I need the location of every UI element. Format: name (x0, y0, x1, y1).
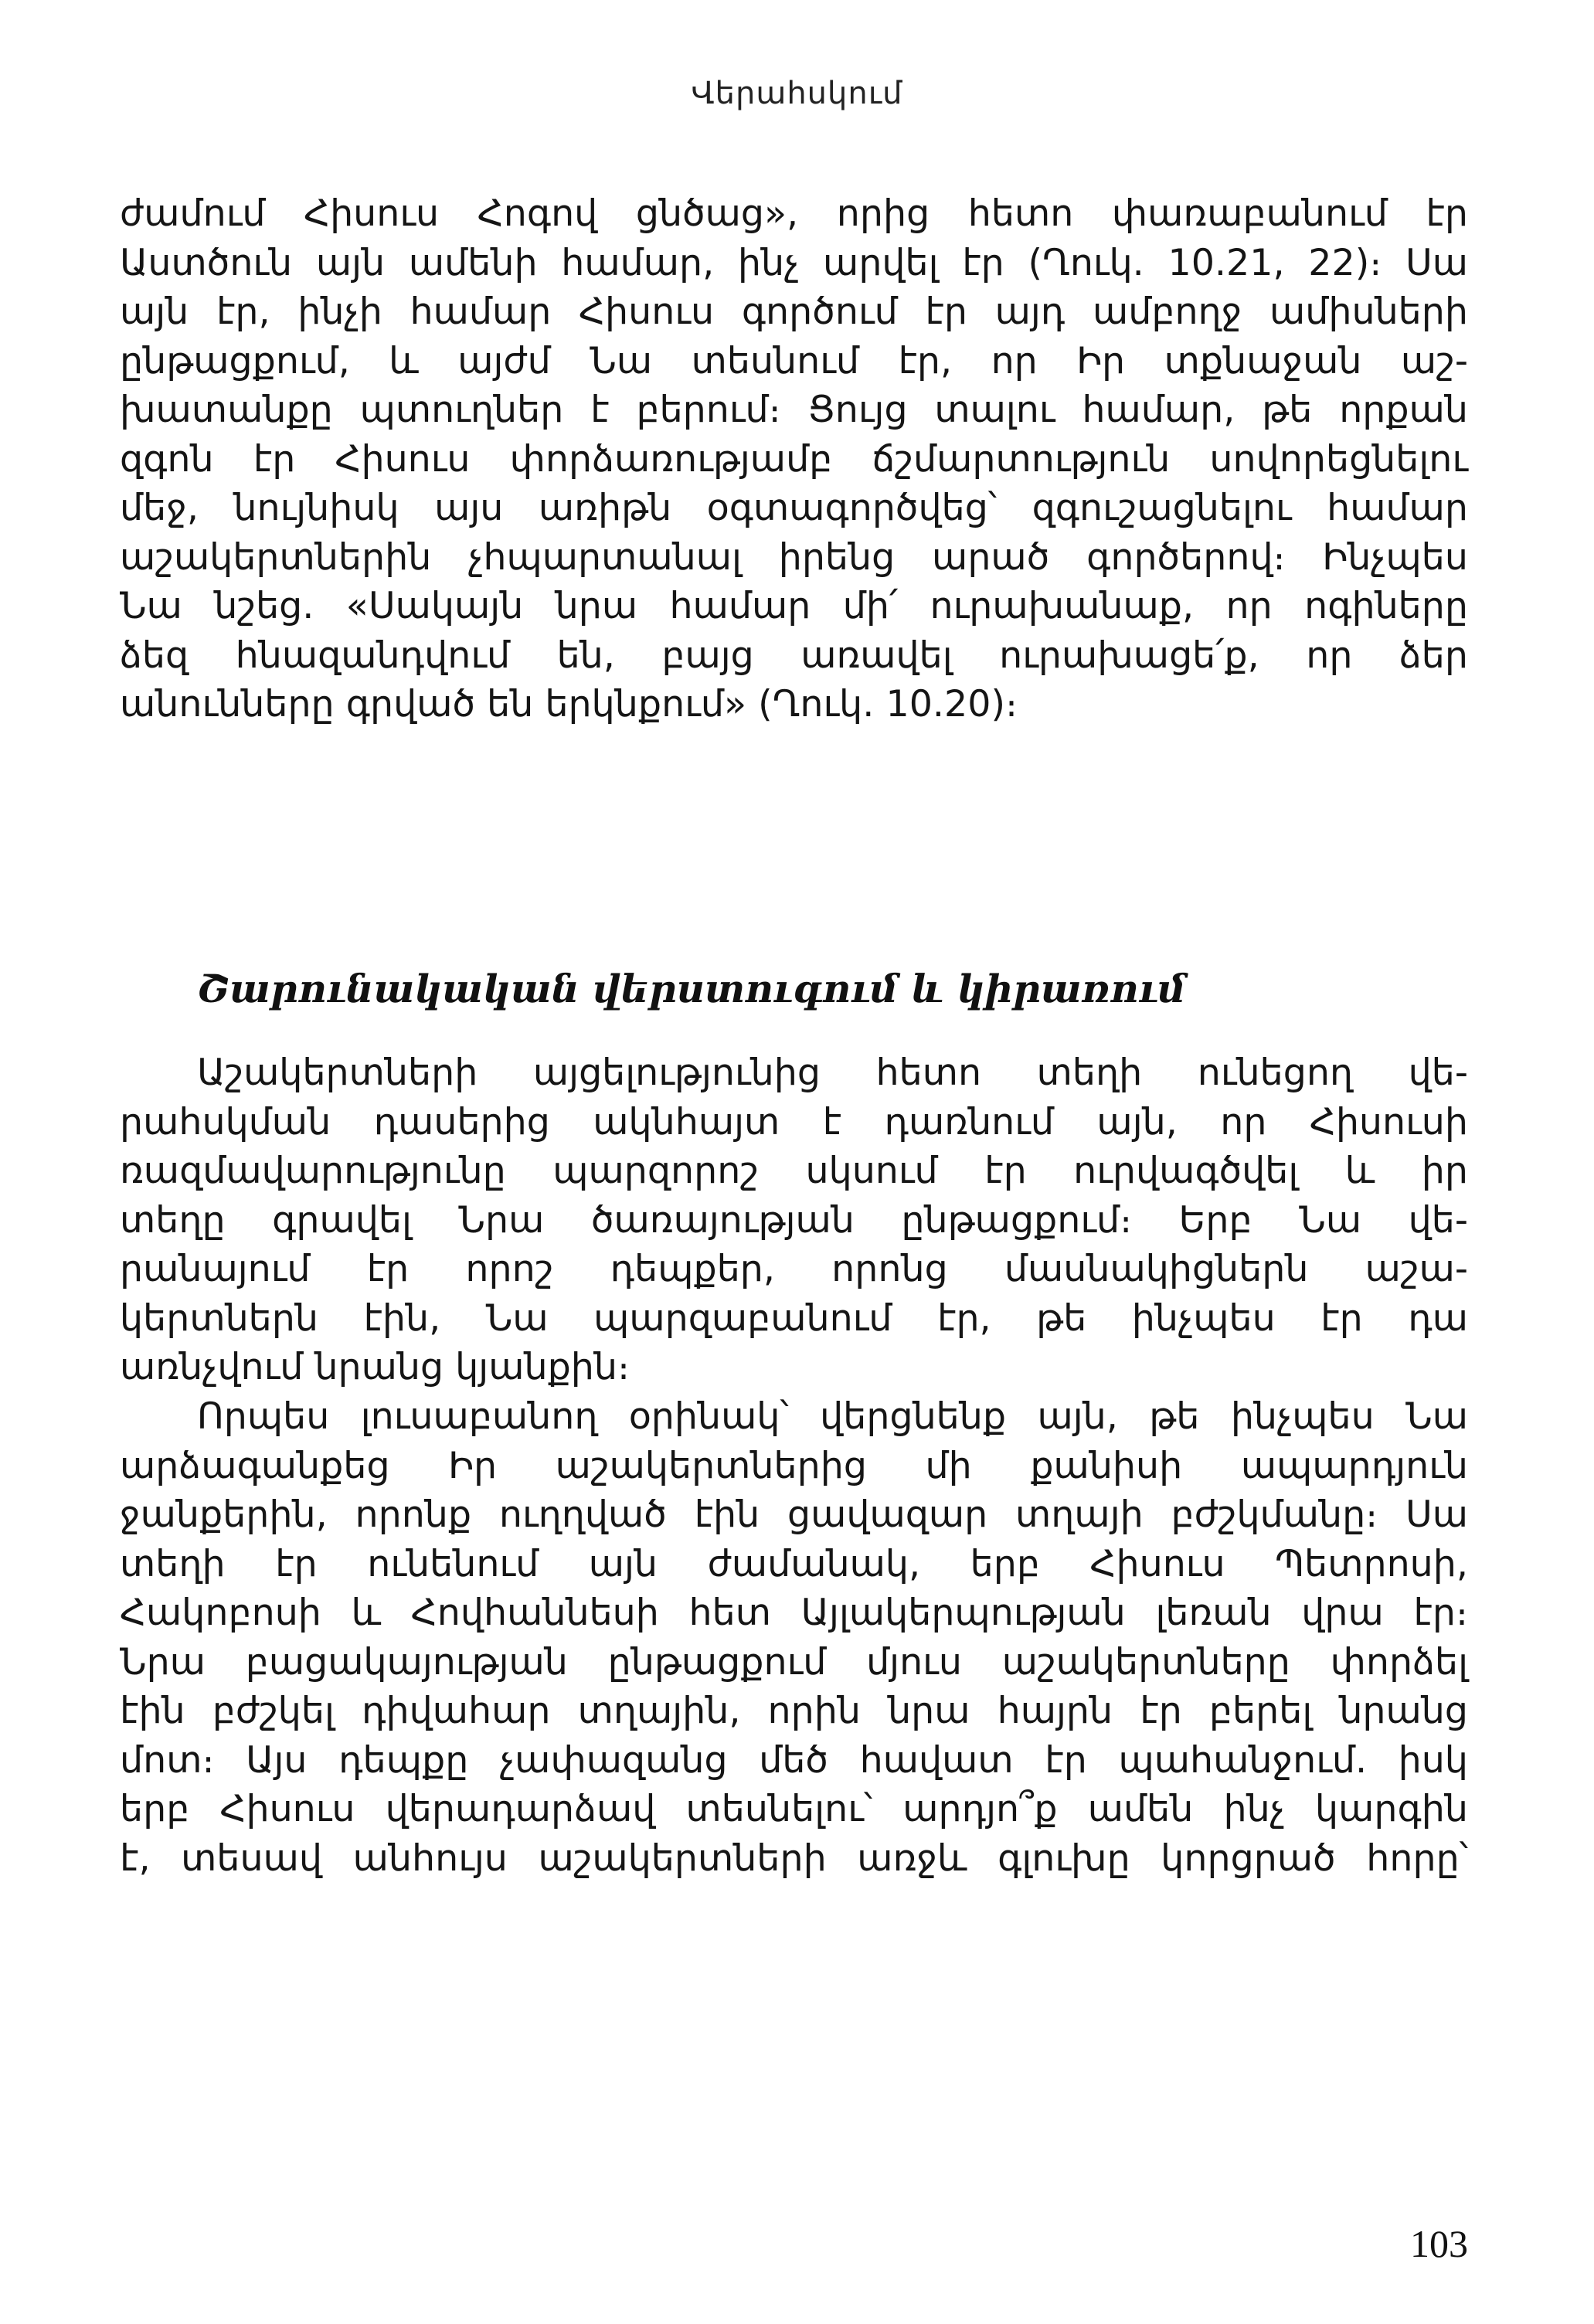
text-line: ձեզ հնազանդվում են, բայց առավել ուրախացե՛ք, որ ձեր (120, 634, 1468, 677)
text-line: րահսկման դասերից ակնհայտ է դառնում այն, որ Հիսուսի (120, 1100, 1468, 1143)
text-line: անունները գրված են երկնքում» (Ղուկ. 10.20)։ (120, 683, 1018, 725)
text-line: արձագանքեց Իր աշակերտներից մի քանիսի ապարդյուն (120, 1444, 1468, 1487)
text-line: երբ Հիսուս վերադարձավ տեսնելու՝ արդյո՞ք ամեն ինչ կարգին (120, 1788, 1468, 1830)
text-line: Նա նշեց. «Սակայն նրա համար մի՛ ուրախանաք, որ ոգիները (120, 585, 1468, 627)
text-line: Աստծուն այն ամենի համար, ինչ արվել էր (Ղուկ. 10.21, 22)։ Սա (120, 241, 1468, 284)
section-heading: Շարունակական վերստուգում և կիրառում (197, 966, 1186, 1011)
text-line: էին բժշկել դիվահար տղային, որին նրա հայրն էր բերել նրանց (120, 1690, 1468, 1732)
text-line: է, տեսավ անհույս աշակերտների առջև գլուխը կորցրած հորը՝ (120, 1836, 1468, 1880)
text-line: մոտ։ Այս դեպքը չափազանց մեծ հավատ էր պահանջում. իսկ (120, 1738, 1468, 1782)
text-line: առնչվում նրանց կյանքին։ (120, 1346, 630, 1388)
text-line: ժամում Հիսուս Հոգով ցնծաց», որից հետո փառաբանում էր (120, 192, 1468, 235)
text-line: աշակերտներին չհպարտանալ իրենց արած գործերով։ Ինչպես (120, 535, 1468, 579)
text-line: խատանքը պտուղներ է բերում։ Ցույց տալու համար, թե որքան (120, 389, 1468, 431)
page-number: 103 (1410, 2222, 1468, 2265)
paragraph-review (120, 1048, 1468, 1392)
text-line: Նրա բացակայության ընթացքում մյուս աշակերտները փորձել (120, 1640, 1468, 1684)
text-line: ռազմավարությունը պարզորոշ սկսում էր ուրվագծվել և իր (120, 1150, 1468, 1192)
text-line: Աշակերտների այցելությունից հետո տեղի ունեցող վե- (197, 1052, 1468, 1094)
text-line: զգոն էր Հիսուս փորձառությամբ ճշմարտություն սովորեցնելու (120, 437, 1468, 481)
running-header: Վերահսկում (691, 76, 903, 111)
text-line: տեղի էր ունենում այն ժամանակ, երբ Հիսուս Պետրոսի, (120, 1542, 1468, 1585)
text-line: Հակոբոսի և Հովհաննեսի հետ Այլակերպության լեռան վրա էր։ (120, 1592, 1468, 1634)
paragraph-example (120, 1392, 1468, 1883)
text-line: մեջ, նույնիսկ այս առիթն օգտագործվեց՝ զգուշացնելու համար (120, 487, 1468, 529)
text-line: րանայում էր որոշ դեպքեր, որոնց մասնակիցներն աշա- (120, 1248, 1468, 1290)
text-line: ընթացքում, և այժմ Նա տեսնում էր, որ Իր տքնաջան աշ- (120, 339, 1468, 382)
text-line: տեղը գրավել Նրա ծառայության ընթացքում։ Երբ Նա վե- (120, 1198, 1468, 1242)
paragraph-continuation (120, 189, 1468, 729)
text-line: այն էր, ինչի համար Հիսուս գործում էր այդ ամբողջ ամիսների (120, 290, 1468, 333)
text-line: կերտներն էին, Նա պարզաբանում էր, թե ինչպես էր դա (120, 1296, 1468, 1340)
text-line: ջանքերին, որոնք ուղղված էին ցավազար տղայի բժշկմանը։ Սա (120, 1493, 1468, 1536)
text-line: Որպես լուսաբանող օրինակ՝ վերցնենք այն, թե ինչպես Նա (197, 1395, 1468, 1438)
